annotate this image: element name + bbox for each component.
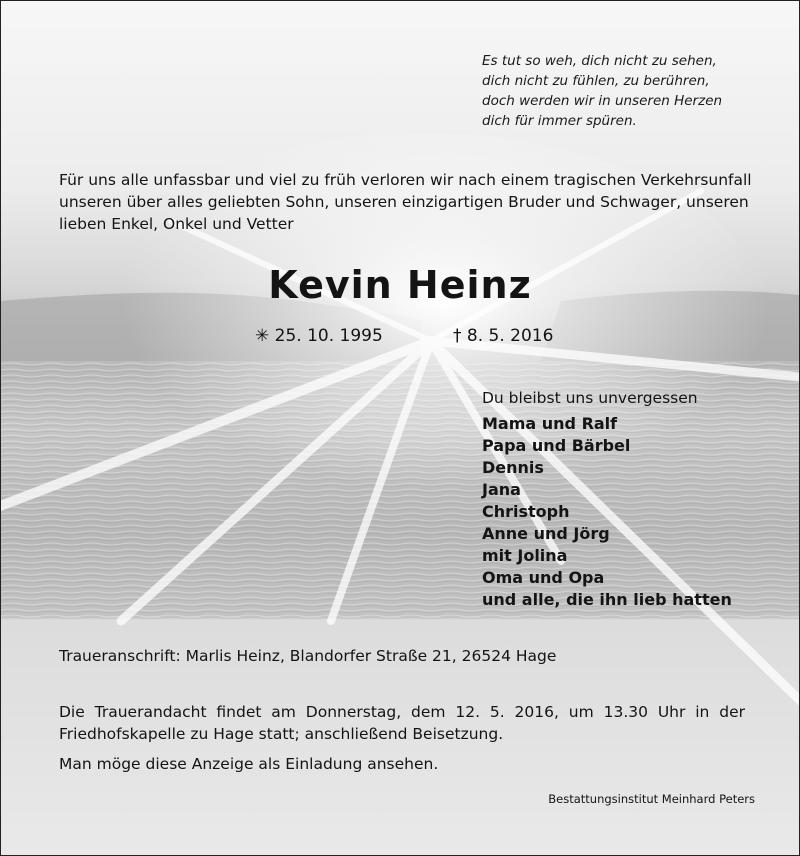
service-line: Die Trauerandacht findet am Donnerstag, dem 12. 5. 2016, um 13.30 Uhr in der — [59, 703, 745, 721]
mourner-name: Jana — [482, 480, 521, 499]
mourner-name: Christoph — [482, 502, 570, 521]
funeral-home: Bestattungsinstitut Meinhard Peters — [548, 792, 755, 806]
intro-line: lieben Enkel, Onkel und Vetter — [59, 215, 294, 233]
intro-line: Für uns alle unfassbar und viel zu früh verloren wir nach einem tragischen Verkehrsunfall — [59, 171, 752, 189]
mourner-name: Mama und Ralf — [482, 414, 618, 433]
mourner-name: Oma und Opa — [482, 568, 605, 587]
mourner-name: Dennis — [482, 458, 544, 477]
service-info — [59, 701, 745, 745]
mourning-address: Traueranschrift: Marlis Heinz, Blandorfer Straße 21, 26524 Hage — [59, 647, 557, 665]
death-date: † 8. 5. 2016 — [453, 326, 554, 346]
intro-line: unseren über alles geliebten Sohn, unseren einzigartigen Bruder und Schwager, unseren — [59, 193, 749, 211]
poem-line: Es tut so weh, dich nicht zu sehen, — [482, 53, 717, 69]
birth-date: ✳ 25. 10. 1995 — [255, 326, 383, 346]
invitation-note: Man möge diese Anzeige als Einladung ansehen. — [59, 755, 439, 773]
poem-line: dich nicht zu fühlen, zu berühren, — [482, 73, 710, 89]
intro-text — [59, 169, 752, 235]
mourner-name: Papa und Bärbel — [482, 436, 631, 455]
mourners-list — [482, 387, 782, 611]
mourner-name: mit Jolina — [482, 546, 568, 565]
memorial-poem — [482, 51, 782, 131]
mourner-name: und alle, die ihn lieb hatten — [482, 590, 732, 609]
service-line: Friedhofskapelle zu Hage statt; anschließend Beisetzung. — [59, 725, 504, 743]
poem-line: doch werden wir in unseren Herzen — [482, 93, 723, 109]
deceased-name: Kevin Heinz — [268, 263, 532, 307]
mourners-heading: Du bleibst uns unvergessen — [482, 389, 698, 407]
poem-line: dich für immer spüren. — [482, 113, 637, 129]
mourner-name: Anne und Jörg — [482, 524, 610, 543]
